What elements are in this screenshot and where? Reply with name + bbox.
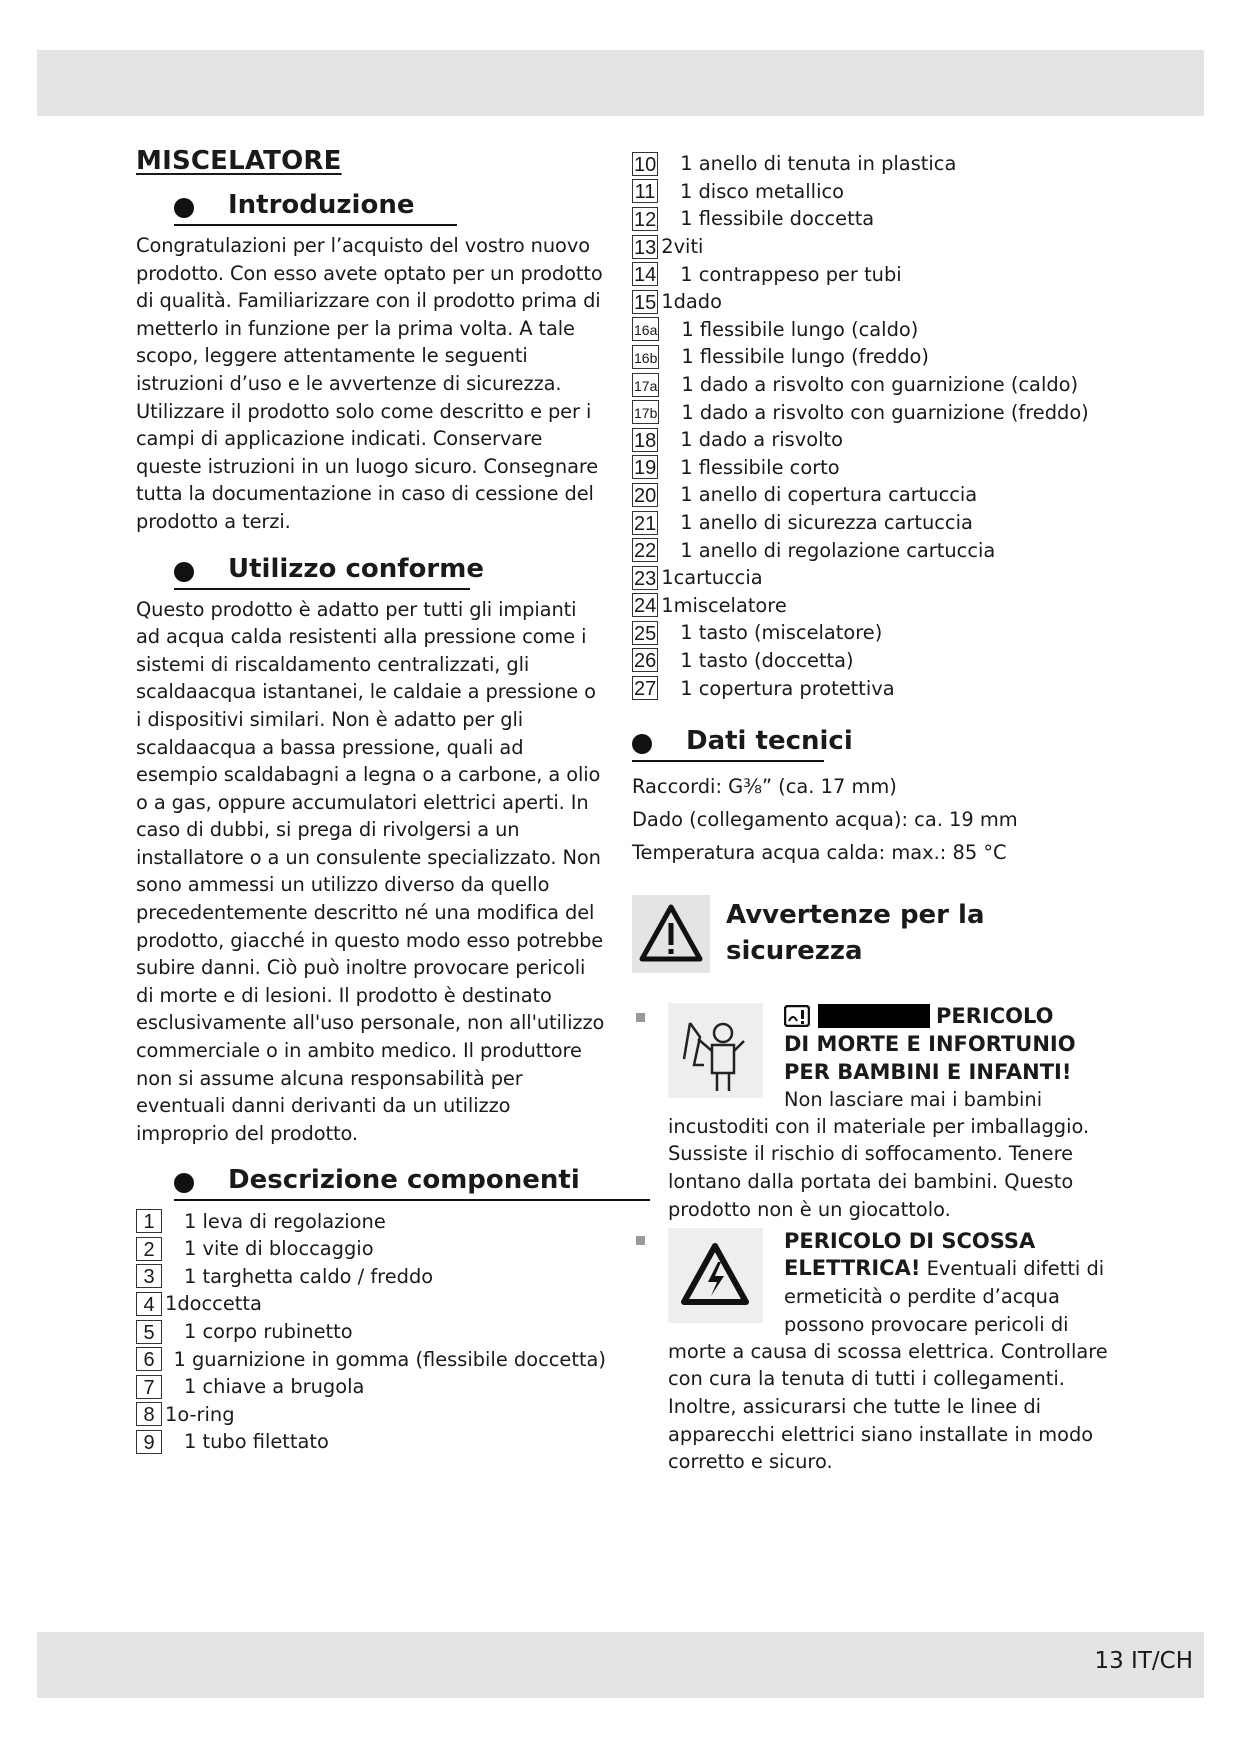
section-title: Introduzione: [228, 190, 415, 220]
component-number: 27: [634, 678, 657, 701]
use-paragraph: Questo prodotto è adatto per tutti gli impianti ad acqua calda resistenti alla pressione come i sistemi di riscaldamento centralizzati, gli scaldaacqua istantanei, le caldaie a pressione o i dispositivi similari. Non è adatto per gli scaldaacqua a bassa pressione, quali ad esempio scaldabagni a legna o a carbone, a olio o a gas, oppure accumulatori elettrici aperti. In caso di dubbi, si prega di rivolgersi a un installatore o a un consulente specializzato. Non sono ammessi un utilizzo diverso da quello precedentemente descritto né una modifica del prodotto, giacché in questo modo esso potrebbe subire danni. Ciò può inoltre provocare pericoli di morte e di lesioni. Il prodotto è destinato esclusivamente all'uso personale, non all'utilizzo commerciale o in ambito medico. Il produttore non si assume alcuna responsabilità per eventuali danni derivanti da un utilizzo improprio del prodotto.: [136, 597, 605, 1145]
square-bullet-icon: [636, 1236, 645, 1245]
components-list-continued: [632, 150, 1102, 702]
component-label: 1 flessibile lungo (caldo): [681, 317, 919, 341]
component-label: 1 chiave a brugola: [184, 1375, 365, 1399]
left-column: [136, 146, 606, 1456]
right-column: [632, 150, 1108, 1488]
square-bullet-icon: [636, 1013, 645, 1022]
tech-data: [632, 770, 1102, 869]
component-label: 1 targhetta caldo / freddo: [184, 1264, 434, 1288]
component-item: [632, 426, 1102, 454]
section-heading-utilizzo: [136, 554, 606, 590]
component-label: 1 anello di copertura cartuccia: [680, 483, 978, 507]
component-number: 3: [136, 1264, 162, 1288]
document-title: MISCELATORE: [136, 146, 342, 176]
component-item: [632, 233, 1102, 261]
component-item: [632, 619, 1102, 647]
component-number: 10: [634, 153, 657, 176]
section-title: Dati tecnici: [686, 725, 853, 756]
component-label: 1 corpo rubinetto: [184, 1320, 353, 1344]
header-band: [37, 50, 1204, 116]
component-number: 13: [634, 236, 657, 259]
component-number: 24: [634, 595, 657, 618]
component-item: [632, 316, 1102, 344]
component-number: 14: [634, 264, 657, 287]
component-label: 1 disco metallico: [680, 179, 844, 203]
page-number: 13 IT/CH: [1094, 1648, 1193, 1674]
component-label: 1miscelatore: [661, 593, 787, 617]
component-number: 16b: [632, 345, 659, 369]
component-label: 1 flessibile lungo (freddo): [681, 345, 929, 369]
component-label: 1 dado a risvolto con guarnizione (caldo): [681, 373, 1079, 397]
component-number: 12: [634, 208, 657, 231]
component-item: [136, 1290, 606, 1318]
warning-electric: PERICOLO DI SCOSSA ELETTRICA! Eventuali difetti di ermeticità o perdite d’acqua possono provocare pericoli di morte a causa di scossa elettrica. Controllare con cura la tenuta di tutti i collegamenti. Inoltre, assicurarsi che tutte le linee di apparecchi elettrici siano installate in modo corretto e sicuro.: [672, 1228, 1102, 1488]
component-number: 20: [634, 484, 657, 507]
component-item: [632, 205, 1102, 233]
component-number: 5: [136, 1320, 162, 1344]
electric-hazard-icon: [668, 1228, 763, 1323]
component-number: 16a: [632, 317, 659, 341]
component-item: [632, 536, 1102, 564]
heading-underline: [174, 1199, 650, 1201]
component-number: 25: [634, 622, 657, 645]
footer-band: [37, 1632, 1204, 1698]
component-label: 1dado: [661, 290, 722, 314]
component-item: [632, 178, 1102, 206]
heading-underline: [174, 224, 457, 226]
component-number: 18: [634, 429, 657, 452]
component-label: 1 tubo filettato: [184, 1430, 329, 1454]
component-label: 1 anello di tenuta in plastica: [680, 152, 957, 176]
bullet-icon: [174, 198, 194, 218]
component-label: 1 anello di sicurezza cartuccia: [680, 511, 973, 535]
tech-row: Dado (collegamento acqua): ca. 19 mm: [632, 807, 1018, 831]
component-number: 11: [632, 179, 658, 203]
safety-heading: [632, 895, 1102, 975]
component-item: [136, 1401, 606, 1429]
component-number: 22: [634, 540, 657, 563]
bullet-icon: [174, 562, 194, 582]
component-label: 1 vite di bloccaggio: [184, 1237, 374, 1261]
component-item: [136, 1428, 606, 1456]
section-heading-dati-tecnici: [594, 726, 1102, 762]
component-label: 1 tasto (doccetta): [680, 648, 854, 672]
component-number: 8: [136, 1402, 162, 1426]
section-title: Descrizione componenti: [228, 1165, 580, 1196]
component-label: 1o-ring: [165, 1402, 235, 1426]
tech-row: Temperatura acqua calda: max.: 85 °C: [632, 840, 1007, 864]
component-number: 1: [136, 1209, 162, 1233]
component-number: 21: [634, 512, 657, 535]
component-label: 1 leva di regolazione: [184, 1209, 386, 1233]
warning2-text: morte a causa di scossa elettrica. Controllare con cura la tenuta di tutti i collegamenti. Inoltre, assicurarsi che tutte le linee di apparecchi elettrici siano installate in modo corretto e sicuro.: [668, 1339, 1108, 1474]
component-label: 1 tasto (miscelatore): [680, 621, 883, 645]
component-label: 1 anello di regolazione cartuccia: [680, 538, 996, 562]
component-label: 1 dado a risvolto con guarnizione (freddo): [681, 400, 1089, 424]
component-label: 1cartuccia: [661, 566, 763, 590]
component-number: 6: [136, 1347, 162, 1371]
component-label: 1 copertura protettiva: [680, 676, 895, 700]
component-item: [632, 398, 1102, 426]
component-label: 1 guarnizione in gomma (flessibile doccetta): [173, 1347, 606, 1371]
component-item: [632, 647, 1102, 675]
tech-row: Raccordi: G⅜” (ca. 17 mm): [632, 774, 897, 798]
component-item: [136, 1235, 606, 1263]
component-item: [632, 454, 1102, 482]
section-title: Utilizzo conforme: [228, 553, 484, 584]
component-number: 2: [136, 1237, 162, 1261]
component-item: [136, 1207, 606, 1235]
component-label: 1 flessibile doccetta: [680, 207, 875, 231]
warning1-text: incustoditi con il materiale per imballaggio. Sussiste il rischio di soffocamento. Tenere lontano dalla portata dei bambini. Questo prodotto non è un giocattolo.: [668, 1114, 1090, 1221]
component-item: [632, 592, 1102, 620]
component-number: 15: [634, 291, 657, 314]
heading-underline: [632, 760, 824, 762]
section-heading-componenti: [136, 1165, 606, 1201]
component-number: 26: [634, 650, 657, 673]
bullet-icon: [632, 734, 652, 754]
danger-icon: [784, 1005, 810, 1027]
component-label: 1 dado a risvolto: [680, 428, 843, 452]
intro-paragraph: Congratulazioni per l’acquisto del vostro nuovo prodotto. Con esso avete optato per un prodotto di qualità. Familiarizzare con il prodotto prima di metterlo in funzione per la prima volta. A tale scopo, leggere attentamente le seguenti istruzioni d’uso e le avvertenze di sicurezza. Utilizzare il prodotto solo come descritto e per i campi di applicazione indicati. Conservare queste istruzioni in un luogo sicuro. Consegnare tutta la documentazione in caso di cessione del prodotto a terzi.: [136, 234, 603, 533]
component-item: [136, 1345, 606, 1373]
component-item: [136, 1318, 606, 1346]
child-hazard-icon: [668, 1003, 763, 1098]
component-number: 19: [634, 457, 657, 480]
component-item: [632, 481, 1102, 509]
component-label: 1 contrappeso per tubi: [680, 262, 902, 286]
component-item: [632, 288, 1102, 316]
component-number: 17b: [632, 400, 659, 424]
component-item: [632, 150, 1102, 178]
components-list: [136, 1207, 606, 1455]
component-item: [632, 371, 1102, 399]
component-number: 9: [136, 1430, 162, 1454]
component-label: 1 flessibile corto: [680, 455, 840, 479]
warning-triangle-icon: [632, 895, 710, 973]
component-item: [136, 1373, 606, 1401]
warning-children: PERICOLO DI MORTE E INFORTUNIO PER BAMBINI E INFANTI! Non lasciare mai i bambini incustoditi con il materiale per imballaggio. Sussiste il rischio di soffocamento. Tenere lontano dalla portata dei bambini. Questo prodotto non è un giocattolo.: [672, 1003, 1102, 1203]
component-item: [632, 260, 1102, 288]
component-number: 4: [136, 1292, 162, 1316]
component-item: [632, 343, 1102, 371]
component-label: 1doccetta: [165, 1292, 262, 1316]
safety-title: Avvertenze per la sicurezza: [726, 899, 985, 966]
component-item: [632, 509, 1102, 537]
component-number: 7: [136, 1375, 162, 1399]
component-number: 17a: [632, 373, 659, 397]
component-item: [136, 1263, 606, 1291]
component-number: 23: [634, 567, 657, 590]
section-heading-introduzione: [136, 190, 606, 226]
component-item: [632, 674, 1102, 702]
signal-word-bar: [818, 1004, 930, 1028]
heading-underline: [174, 588, 470, 590]
component-item: [632, 564, 1102, 592]
bullet-icon: [174, 1173, 194, 1193]
component-label: 2viti: [661, 235, 704, 259]
